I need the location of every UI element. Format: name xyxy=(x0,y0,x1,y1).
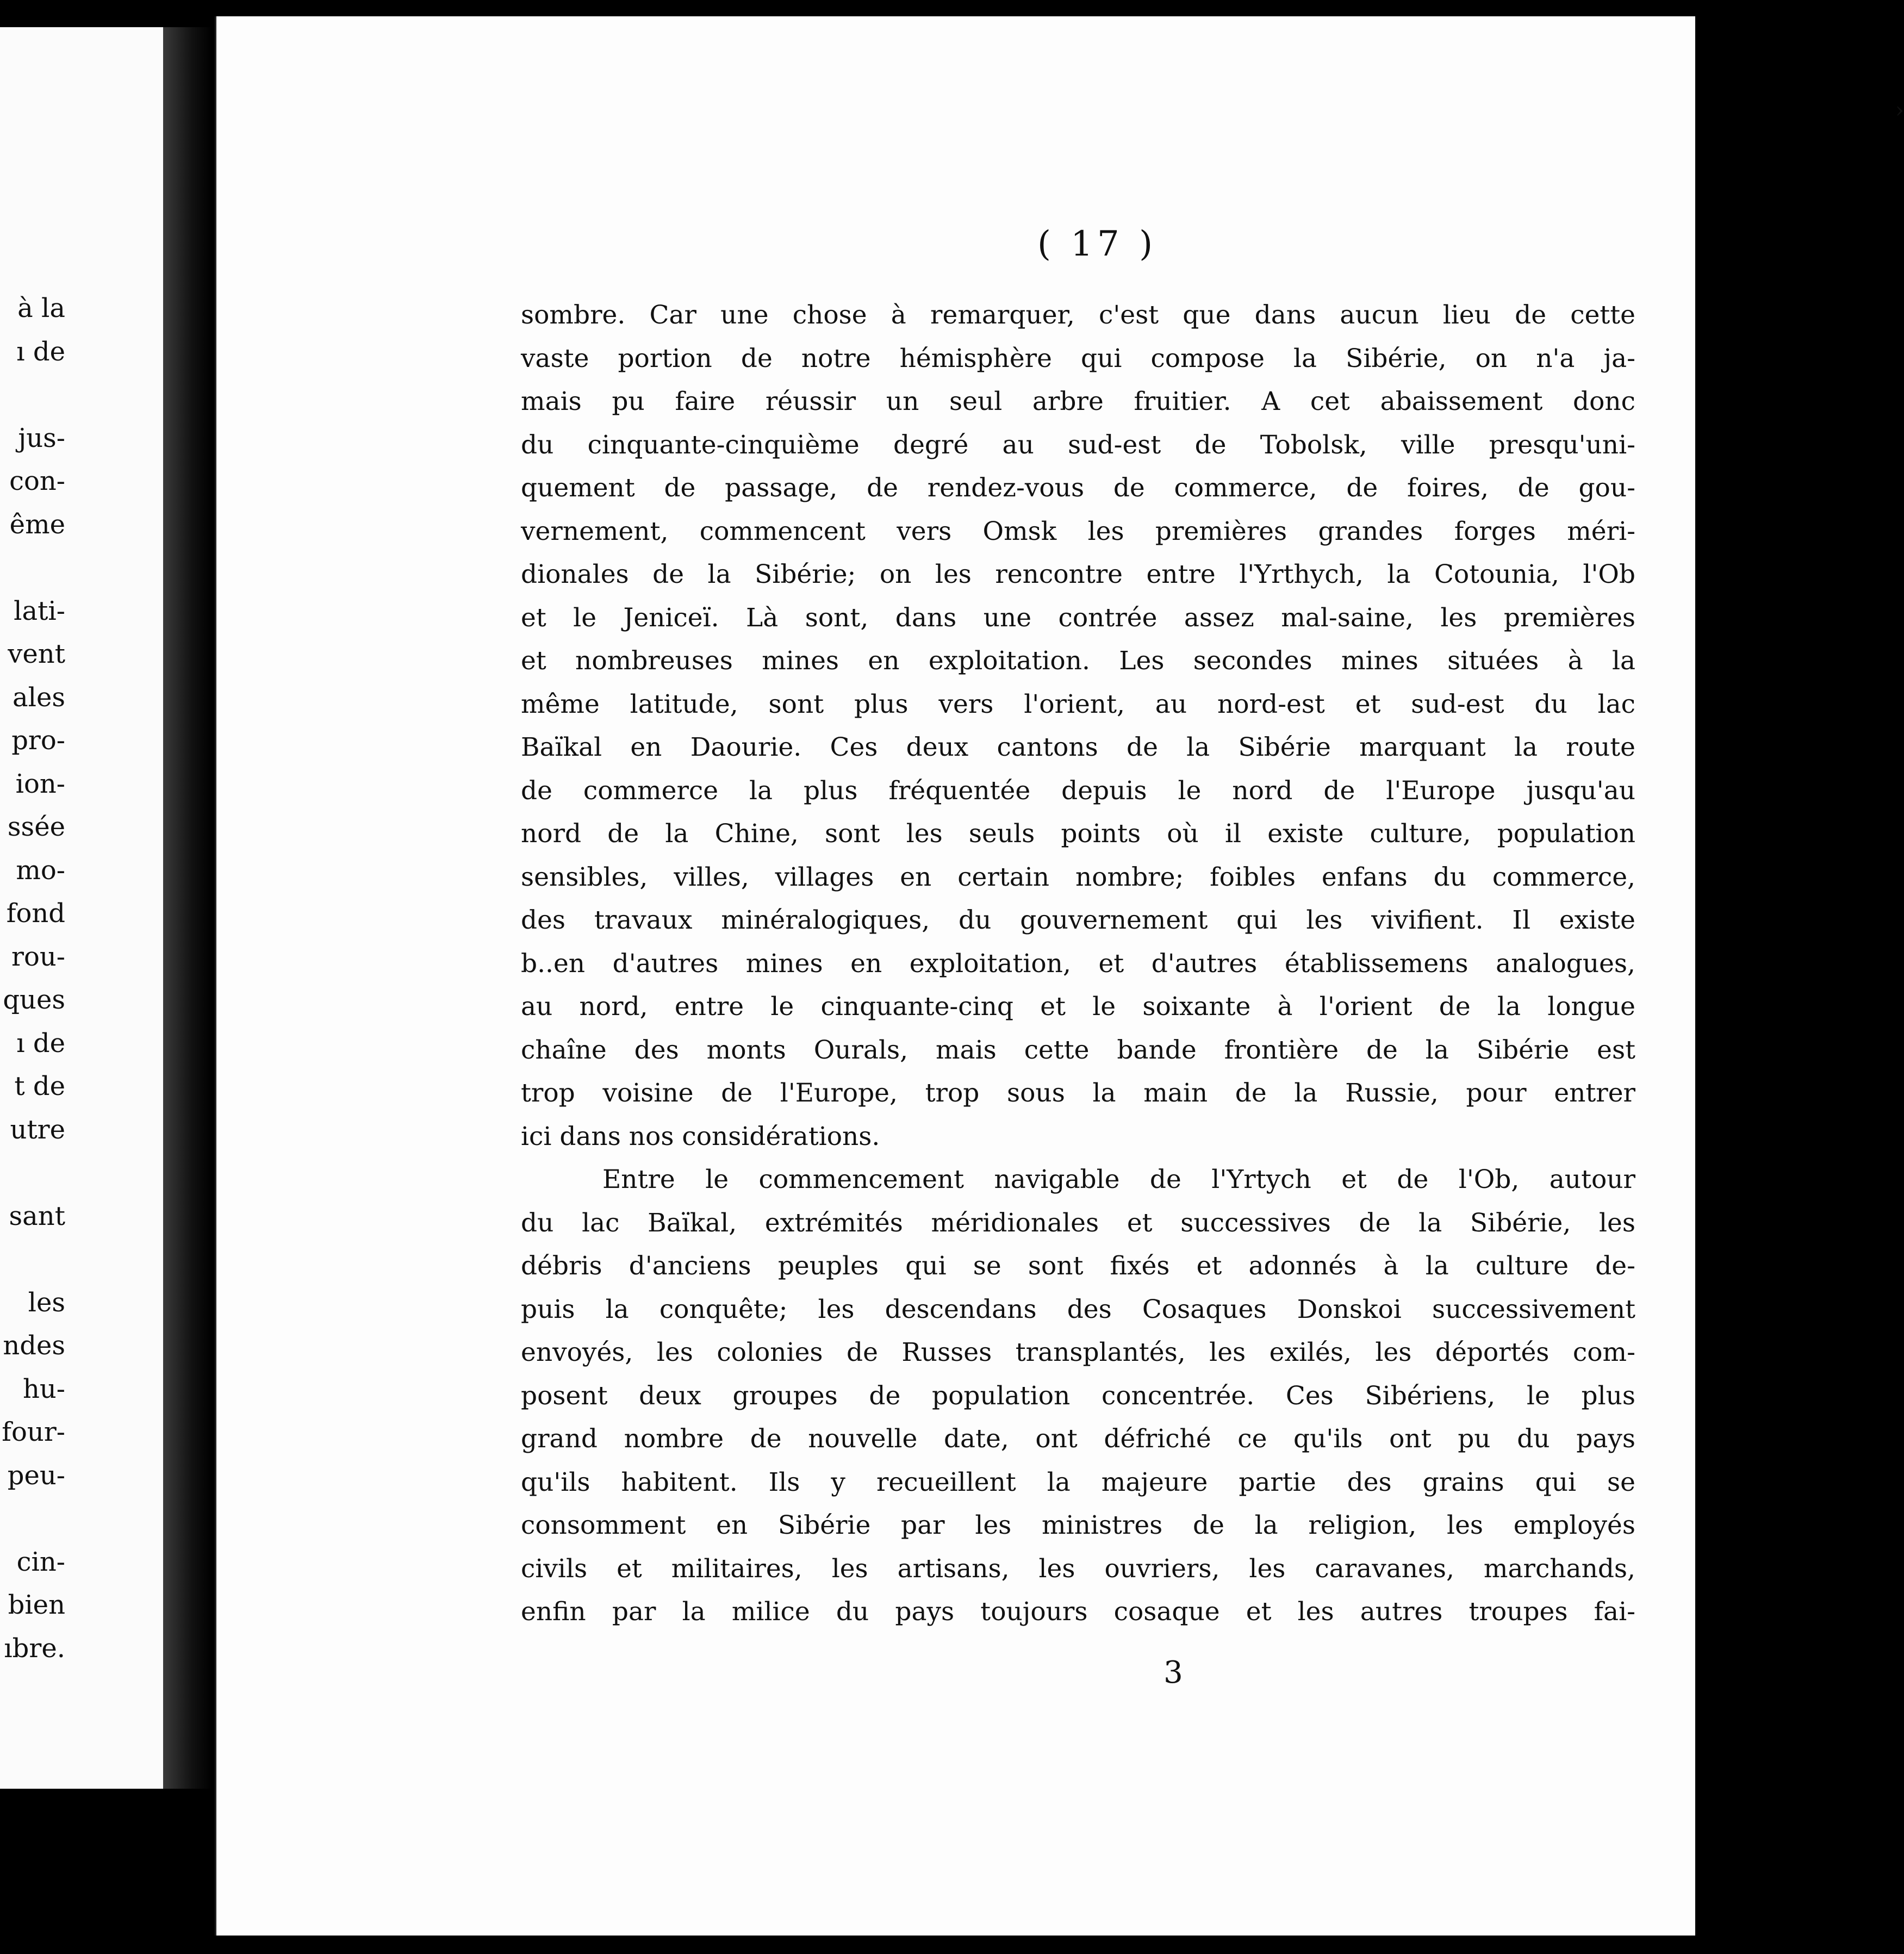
text-line: du lac Baïkal, extrémités méridionales et successives de la Sibérie, les xyxy=(521,1208,1635,1238)
text-line: des travaux minéralogiques, du gouvernement qui les vivifient. Il existe xyxy=(521,905,1635,935)
text-line: et le Jeniceï. Là sont, dans une contrée assez mal-saine, les premières xyxy=(521,602,1635,633)
page-body-text xyxy=(521,294,1635,1634)
previous-page-fragment: ndes xyxy=(3,1330,65,1361)
previous-page-fragment xyxy=(0,1152,65,1195)
previous-page-fragment: ême xyxy=(9,509,65,540)
previous-page-fragment xyxy=(0,1238,65,1281)
text-line: mais pu faire réussir un seul arbre fruitier. A cet abaissement donc xyxy=(521,387,1635,416)
previous-page-fragment: vent xyxy=(8,639,65,669)
previous-page-fragment: ıbre. xyxy=(4,1633,65,1664)
previous-page-fragment: sant xyxy=(9,1200,65,1231)
text-line: même latitude, sont plus vers l'orient, au nord-est et sud-est du lac xyxy=(521,689,1635,719)
previous-page-fragment: ı de xyxy=(16,1028,65,1059)
previous-page-fragment: fond xyxy=(6,898,65,929)
previous-page-fragment: à la xyxy=(17,293,65,323)
text-line: Entre le commencement navigable de l'Yrtych et de l'Ob, autour xyxy=(602,1165,1635,1194)
previous-page-fragment xyxy=(0,1497,65,1541)
previous-page-fragment: ales xyxy=(12,682,65,713)
text-line: de commerce la plus fréquentée depuis le nord de l'Europe jusqu'au xyxy=(521,775,1635,806)
text-line: sombre. Car une chose à remarquer, c'est que dans aucun lieu de cette xyxy=(521,300,1635,330)
text-line: dionales de la Sibérie; on les rencontre entre l'Yrthych, la Cotounia, l'Ob xyxy=(521,559,1635,589)
previous-page-fragment: hu- xyxy=(22,1373,65,1404)
text-line: au nord, entre le cinquante-cinq et le soixante à l'orient de la longue xyxy=(521,992,1635,1022)
text-line: vernement, commencent vers Omsk les premières grandes forges méri- xyxy=(521,516,1635,546)
text-line: sensibles, villes, villages en certain nombre; foibles enfans du commerce, xyxy=(521,862,1635,892)
text-line: nord de la Chine, sont les seuls points où il existe culture, population xyxy=(521,819,1635,849)
book-gutter-shadow xyxy=(163,27,212,1789)
text-line: civils et militaires, les artisans, les ouvriers, les caravanes, marchands, xyxy=(521,1553,1635,1584)
previous-page-fragment: peu- xyxy=(7,1460,65,1491)
previous-page-fragment: lati- xyxy=(14,595,65,626)
previous-page-fragment: jus- xyxy=(18,422,65,453)
text-line: Baïkal en Daourie. Ces deux cantons de la Sibérie marquant la route xyxy=(521,732,1635,762)
text-line: enfin par la milice du pays toujours cosaque et les autres troupes fai- xyxy=(521,1597,1635,1627)
corner-mark: › xyxy=(1895,98,1904,123)
text-line: posent deux groupes de population concentrée. Ces Sibériens, le plus xyxy=(521,1380,1635,1411)
text-line: débris d'anciens peuples qui se sont fixés et adonnés à la culture de- xyxy=(521,1251,1635,1281)
text-line: qu'ils habitent. Ils y recueillent la majeure partie des grains qui se xyxy=(521,1467,1635,1497)
previous-page-fragment: ı de xyxy=(16,336,65,367)
previous-page-fragment: bien xyxy=(8,1590,65,1620)
previous-page xyxy=(0,27,173,1789)
previous-page-fragment: t de xyxy=(14,1071,65,1102)
text-line: consomment en Sibérie par les ministres de la religion, les employés xyxy=(521,1510,1635,1540)
text-line: chaîne des monts Ourals, mais cette bande frontière de la Sibérie est xyxy=(521,1035,1635,1065)
current-page xyxy=(215,16,1904,1936)
previous-page-fragment: ion- xyxy=(15,768,65,799)
text-line: envoyés, les colonies de Russes transplantés, les exilés, les déportés com- xyxy=(521,1337,1635,1367)
page-number: ( 17 ) xyxy=(1037,224,1158,264)
text-line: et nombreuses mines en exploitation. Les secondes mines situées à la xyxy=(521,646,1635,676)
previous-page-fragment xyxy=(0,546,65,590)
previous-page-fragment: utre xyxy=(10,1114,65,1145)
previous-page-text-fragments xyxy=(0,287,65,1670)
previous-page-fragment xyxy=(0,374,65,417)
previous-page-fragment: ssée xyxy=(7,812,65,842)
previous-page-fragment: les xyxy=(28,1287,65,1318)
previous-page-fragment: pro- xyxy=(11,725,65,756)
previous-page-fragment: four- xyxy=(2,1417,65,1447)
signature-mark: 3 xyxy=(1163,1655,1183,1690)
previous-page-fragment: con- xyxy=(9,466,65,496)
previous-page-fragment: ques xyxy=(3,985,65,1015)
previous-page-fragment: rou- xyxy=(11,941,65,972)
previous-page-fragment: cin- xyxy=(16,1546,65,1577)
previous-page-fragment: mo- xyxy=(16,855,65,886)
text-line: ici dans nos considérations. xyxy=(521,1121,880,1152)
text-line: grand nombre de nouvelle date, ont défriché ce qu'ils ont pu du pays xyxy=(521,1424,1635,1454)
text-line: b..en d'autres mines en exploitation, et d'autres établissemens analogues, xyxy=(521,948,1635,979)
text-line: quement de passage, de rendez-vous de commerce, de foires, de gou- xyxy=(521,473,1635,503)
text-line: puis la conquête; les descendans des Cosaques Donskoi successivement xyxy=(521,1294,1635,1324)
text-line: vaste portion de notre hémisphère qui compose la Sibérie, on n'a ja- xyxy=(521,343,1635,374)
text-line: du cinquante-cinquième degré au sud-est de Tobolsk, ville presqu'uni- xyxy=(521,430,1635,460)
text-line: trop voisine de l'Europe, trop sous la main de la Russie, pour entrer xyxy=(521,1078,1635,1108)
